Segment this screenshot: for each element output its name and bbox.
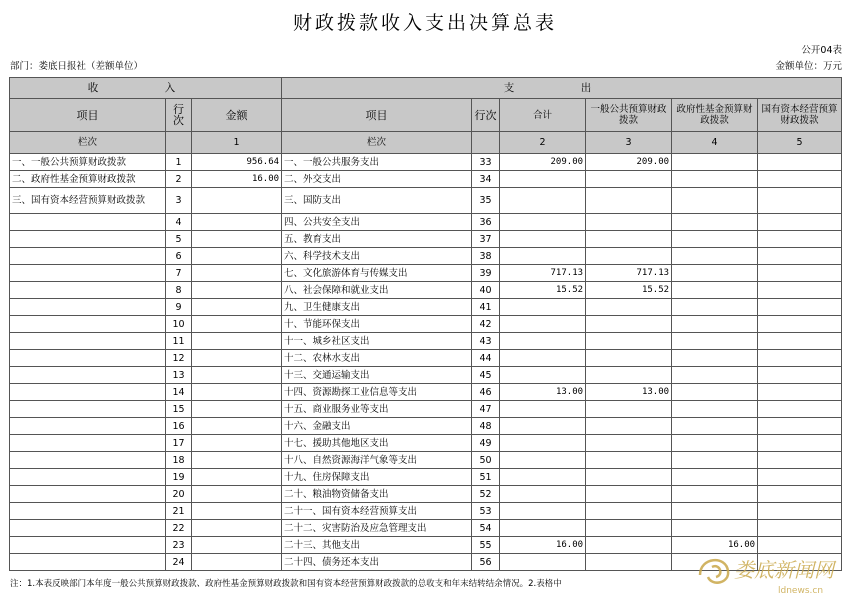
general-budget-cell — [586, 554, 672, 571]
expense-item-cell: 十、节能环保支出 — [282, 316, 472, 333]
gov-fund-cell — [672, 248, 758, 265]
col-index-1: 1 — [192, 132, 282, 154]
income-item-cell — [10, 435, 166, 452]
gov-fund-cell — [672, 171, 758, 188]
income-amount-cell — [192, 418, 282, 435]
table-row — [10, 367, 842, 384]
gov-fund-cell — [672, 282, 758, 299]
table-row — [10, 350, 842, 367]
expense-item-cell: 二、外交支出 — [282, 171, 472, 188]
income-amount-cell — [192, 265, 282, 282]
total-cell: 13.00 — [500, 384, 586, 401]
expense-row-no-header: 行次 — [472, 99, 500, 132]
general-budget-cell: 209.00 — [586, 154, 672, 171]
expense-item-header: 项目 — [282, 99, 472, 132]
total-cell — [500, 188, 586, 214]
expense-row-no-cell: 44 — [472, 350, 500, 367]
total-cell — [500, 418, 586, 435]
general-budget-cell — [586, 316, 672, 333]
col-index-4: 4 — [672, 132, 758, 154]
expense-item-cell: 二十一、国有资本经营预算支出 — [282, 503, 472, 520]
general-budget-cell — [586, 171, 672, 188]
income-amount-cell — [192, 486, 282, 503]
general-budget-cell — [586, 333, 672, 350]
gov-fund-cell — [672, 367, 758, 384]
expense-row-no-cell: 55 — [472, 537, 500, 554]
income-row-no-cell: 18 — [166, 452, 192, 469]
total-cell — [500, 171, 586, 188]
state-capital-cell — [758, 316, 842, 333]
income-item-cell — [10, 299, 166, 316]
income-amount-cell — [192, 350, 282, 367]
gov-fund-cell — [672, 214, 758, 231]
general-budget-cell — [586, 401, 672, 418]
total-cell — [500, 554, 586, 571]
income-amount-cell — [192, 503, 282, 520]
expense-item-cell: 一、一般公共服务支出 — [282, 154, 472, 171]
income-amount-cell — [192, 401, 282, 418]
budget-table — [9, 77, 842, 571]
total-cell — [500, 367, 586, 384]
income-row-no-cell: 8 — [166, 282, 192, 299]
column-index-row — [10, 132, 842, 154]
gov-fund-cell — [672, 384, 758, 401]
expense-row-no-cell: 45 — [472, 367, 500, 384]
general-budget-cell — [586, 452, 672, 469]
income-item-cell — [10, 503, 166, 520]
table-row — [10, 265, 842, 282]
income-item-cell — [10, 452, 166, 469]
income-amount-cell — [192, 384, 282, 401]
income-item-cell — [10, 469, 166, 486]
state-capital-cell — [758, 503, 842, 520]
table-row — [10, 401, 842, 418]
expense-row-no-cell: 37 — [472, 231, 500, 248]
department-label: 部门：娄底日报社（差额单位） — [10, 61, 144, 72]
table-row — [10, 503, 842, 520]
income-item-cell — [10, 214, 166, 231]
income-amount-cell — [192, 452, 282, 469]
state-capital-cell — [758, 367, 842, 384]
general-budget-cell: 13.00 — [586, 384, 672, 401]
gov-fund-cell — [672, 188, 758, 214]
total-cell — [500, 231, 586, 248]
table-row — [10, 452, 842, 469]
expense-item-cell: 十四、资源勘探工业信息等支出 — [282, 384, 472, 401]
state-capital-cell — [758, 299, 842, 316]
general-budget-cell — [586, 188, 672, 214]
state-capital-cell — [758, 435, 842, 452]
gov-fund-cell — [672, 486, 758, 503]
expense-item-cell: 八、社会保障和就业支出 — [282, 282, 472, 299]
table-row — [10, 248, 842, 265]
total-cell — [500, 452, 586, 469]
income-row-no-cell: 17 — [166, 435, 192, 452]
expense-group-header: 支 出 — [282, 78, 842, 99]
general-budget-cell — [586, 299, 672, 316]
state-capital-cell — [758, 265, 842, 282]
general-budget-cell — [586, 350, 672, 367]
general-budget-header: 一般公共预算财政拨款 — [586, 99, 672, 132]
total-cell — [500, 316, 586, 333]
expense-row-no-cell: 35 — [472, 188, 500, 214]
income-item-cell — [10, 384, 166, 401]
state-capital-cell — [758, 384, 842, 401]
general-budget-cell — [586, 520, 672, 537]
expense-row-no-cell: 52 — [472, 486, 500, 503]
income-item-header: 项目 — [10, 99, 166, 132]
table-row — [10, 171, 842, 188]
expense-row-no-cell: 49 — [472, 435, 500, 452]
general-budget-cell — [586, 503, 672, 520]
income-row-no-cell: 2 — [166, 171, 192, 188]
income-row-no-cell: 11 — [166, 333, 192, 350]
income-row-no-cell: 22 — [166, 520, 192, 537]
income-row-no-cell: 14 — [166, 384, 192, 401]
table-row — [10, 418, 842, 435]
col-index-3: 3 — [586, 132, 672, 154]
income-item-cell — [10, 282, 166, 299]
income-amount-cell — [192, 520, 282, 537]
state-capital-cell — [758, 452, 842, 469]
report-title: 财政拨款收入支出决算总表 — [292, 12, 557, 34]
group-header-row — [10, 78, 842, 99]
gov-fund-cell — [672, 401, 758, 418]
footnote: 注：1.本表反映部门本年度一般公共预算财政拨款、政府性基金预算财政拨款和国有资本经营预算财政拨款的总收支和年末结转结余情况。2.表格中 — [10, 579, 562, 589]
income-amount-cell — [192, 333, 282, 350]
expense-row-no-cell: 50 — [472, 452, 500, 469]
expense-row-no-cell: 47 — [472, 401, 500, 418]
total-cell — [500, 435, 586, 452]
income-row-no-cell: 7 — [166, 265, 192, 282]
total-header: 合计 — [500, 99, 586, 132]
income-col-blank — [166, 132, 192, 154]
expense-item-cell: 二十二、灾害防治及应急管理支出 — [282, 520, 472, 537]
total-cell — [500, 401, 586, 418]
gov-fund-cell — [672, 299, 758, 316]
amount-unit-label: 金额单位：万元 — [775, 61, 842, 72]
gov-fund-cell — [672, 154, 758, 171]
total-cell — [500, 486, 586, 503]
income-row-no-cell: 15 — [166, 401, 192, 418]
income-row-no-cell: 23 — [166, 537, 192, 554]
table-row — [10, 231, 842, 248]
total-cell: 717.13 — [500, 265, 586, 282]
income-item-cell — [10, 265, 166, 282]
expense-row-no-cell: 39 — [472, 265, 500, 282]
expense-row-no-cell: 51 — [472, 469, 500, 486]
gov-fund-cell — [672, 265, 758, 282]
expense-row-no-cell: 40 — [472, 282, 500, 299]
state-capital-cell — [758, 282, 842, 299]
expense-item-cell: 十七、援助其他地区支出 — [282, 435, 472, 452]
expense-item-cell: 二十、粮油物资储备支出 — [282, 486, 472, 503]
gov-fund-header: 政府性基金预算财政拨款 — [672, 99, 758, 132]
gov-fund-cell — [672, 435, 758, 452]
income-amount-cell — [192, 299, 282, 316]
income-amount-cell — [192, 188, 282, 214]
state-capital-cell — [758, 469, 842, 486]
general-budget-cell: 717.13 — [586, 265, 672, 282]
table-row — [10, 214, 842, 231]
total-cell — [500, 333, 586, 350]
gov-fund-cell — [672, 452, 758, 469]
expense-item-cell: 十五、商业服务业等支出 — [282, 401, 472, 418]
income-amount-cell — [192, 231, 282, 248]
income-row-no-cell: 4 — [166, 214, 192, 231]
state-capital-cell — [758, 520, 842, 537]
table-row — [10, 469, 842, 486]
table-row — [10, 154, 842, 171]
expense-item-cell: 六、科学技术支出 — [282, 248, 472, 265]
income-row-no-cell: 21 — [166, 503, 192, 520]
income-item-cell — [10, 316, 166, 333]
state-capital-cell — [758, 401, 842, 418]
state-capital-cell — [758, 171, 842, 188]
gov-fund-cell — [672, 350, 758, 367]
expense-row-no-cell: 38 — [472, 248, 500, 265]
gov-fund-cell — [672, 469, 758, 486]
expense-row-no-cell: 36 — [472, 214, 500, 231]
income-row-no-cell: 16 — [166, 418, 192, 435]
income-item-cell — [10, 486, 166, 503]
general-budget-cell — [586, 435, 672, 452]
total-cell — [500, 520, 586, 537]
income-amount-cell — [192, 316, 282, 333]
table-row — [10, 384, 842, 401]
state-capital-cell — [758, 154, 842, 171]
expense-item-cell: 十八、自然资源海洋气象等支出 — [282, 452, 472, 469]
income-row-no-cell: 10 — [166, 316, 192, 333]
expense-row-no-cell: 53 — [472, 503, 500, 520]
income-amount-cell — [192, 282, 282, 299]
general-budget-cell — [586, 418, 672, 435]
total-cell — [500, 469, 586, 486]
general-budget-cell — [586, 537, 672, 554]
expense-item-cell: 十三、交通运输支出 — [282, 367, 472, 384]
state-capital-cell — [758, 214, 842, 231]
total-cell — [500, 214, 586, 231]
income-item-cell — [10, 401, 166, 418]
gov-fund-cell: 16.00 — [672, 537, 758, 554]
income-row-no-cell: 3 — [166, 188, 192, 214]
table-row — [10, 188, 842, 214]
income-row-no-cell: 20 — [166, 486, 192, 503]
income-item-cell: 二、政府性基金预算财政拨款 — [10, 171, 166, 188]
expense-row-no-cell: 46 — [472, 384, 500, 401]
income-item-cell — [10, 520, 166, 537]
income-row-no-cell: 1 — [166, 154, 192, 171]
state-capital-cell — [758, 231, 842, 248]
gov-fund-cell — [672, 520, 758, 537]
expense-row-no-cell: 34 — [472, 171, 500, 188]
income-item-cell — [10, 333, 166, 350]
col-index-5: 5 — [758, 132, 842, 154]
total-cell — [500, 350, 586, 367]
income-row-no-cell: 19 — [166, 469, 192, 486]
income-item-cell — [10, 231, 166, 248]
income-amount-header: 金额 — [192, 99, 282, 132]
general-budget-cell — [586, 367, 672, 384]
expense-item-cell: 十一、城乡社区支出 — [282, 333, 472, 350]
income-row-no-cell: 12 — [166, 350, 192, 367]
state-capital-cell — [758, 333, 842, 350]
state-capital-cell — [758, 418, 842, 435]
table-body — [10, 154, 842, 571]
expense-col-blank — [472, 132, 500, 154]
news-logo-watermark — [690, 545, 840, 599]
general-budget-cell — [586, 248, 672, 265]
gov-fund-cell — [672, 503, 758, 520]
state-capital-cell — [758, 350, 842, 367]
income-amount-cell — [192, 248, 282, 265]
total-cell: 15.52 — [500, 282, 586, 299]
watermark-url: ldnews.cn — [778, 586, 824, 596]
general-budget-cell — [586, 469, 672, 486]
expense-row-no-cell: 42 — [472, 316, 500, 333]
income-amount-cell — [192, 214, 282, 231]
table-row — [10, 435, 842, 452]
income-row-no-header: 行次 — [166, 99, 192, 132]
expense-item-cell: 七、文化旅游体育与传媒支出 — [282, 265, 472, 282]
expense-item-cell: 四、公共安全支出 — [282, 214, 472, 231]
expense-row-no-cell: 48 — [472, 418, 500, 435]
income-item-cell — [10, 350, 166, 367]
expense-row-no-cell: 54 — [472, 520, 500, 537]
general-budget-cell — [586, 214, 672, 231]
table-row — [10, 486, 842, 503]
general-budget-cell: 15.52 — [586, 282, 672, 299]
table-row — [10, 316, 842, 333]
watermark-text: 娄底新闻网 — [734, 558, 834, 582]
expense-item-cell: 二十四、债务还本支出 — [282, 554, 472, 571]
income-item-cell — [10, 367, 166, 384]
income-row-no-cell: 6 — [166, 248, 192, 265]
gov-fund-cell — [672, 231, 758, 248]
income-amount-cell — [192, 537, 282, 554]
income-item-cell — [10, 418, 166, 435]
state-capital-cell — [758, 248, 842, 265]
expense-item-cell: 十二、农林水支出 — [282, 350, 472, 367]
expense-row-no-cell: 41 — [472, 299, 500, 316]
gov-fund-cell — [672, 418, 758, 435]
income-row-no-cell: 9 — [166, 299, 192, 316]
total-cell: 209.00 — [500, 154, 586, 171]
logo-swirl-icon — [700, 560, 728, 583]
income-amount-cell — [192, 469, 282, 486]
expense-item-cell: 九、卫生健康支出 — [282, 299, 472, 316]
income-item-cell: 三、国有资本经营预算财政拨款 — [10, 188, 166, 214]
expense-item-cell: 三、国防支出 — [282, 188, 472, 214]
expense-item-cell: 五、教育支出 — [282, 231, 472, 248]
income-amount-cell — [192, 554, 282, 571]
state-capital-cell — [758, 486, 842, 503]
income-group-header: 收 入 — [10, 78, 282, 99]
general-budget-cell — [586, 486, 672, 503]
income-amount-cell — [192, 367, 282, 384]
expense-item-cell: 十九、住房保障支出 — [282, 469, 472, 486]
expense-row-no-cell: 56 — [472, 554, 500, 571]
total-cell — [500, 248, 586, 265]
income-item-cell — [10, 248, 166, 265]
gov-fund-cell — [672, 316, 758, 333]
total-cell — [500, 299, 586, 316]
gov-fund-cell — [672, 333, 758, 350]
income-item-cell: 一、一般公共预算财政拨款 — [10, 154, 166, 171]
income-row-no-cell: 5 — [166, 231, 192, 248]
column-header-row — [10, 99, 842, 132]
total-cell — [500, 503, 586, 520]
expense-row-no-cell: 43 — [472, 333, 500, 350]
income-amount-cell: 16.00 — [192, 171, 282, 188]
income-amount-cell — [192, 435, 282, 452]
expense-item-cell: 十六、金融支出 — [282, 418, 472, 435]
total-cell: 16.00 — [500, 537, 586, 554]
income-row-no-cell: 13 — [166, 367, 192, 384]
table-row — [10, 520, 842, 537]
income-item-cell — [10, 554, 166, 571]
form-code: 公开04表 — [801, 45, 842, 56]
table-row — [10, 282, 842, 299]
expense-item-cell: 二十三、其他支出 — [282, 537, 472, 554]
income-row-no-cell: 24 — [166, 554, 192, 571]
income-item-cell — [10, 537, 166, 554]
general-budget-cell — [586, 231, 672, 248]
expense-col-label: 栏次 — [282, 132, 472, 154]
income-amount-cell: 956.64 — [192, 154, 282, 171]
state-capital-cell — [758, 188, 842, 214]
income-col-label: 栏次 — [10, 132, 166, 154]
col-index-2: 2 — [500, 132, 586, 154]
table-row — [10, 299, 842, 316]
expense-row-no-cell: 33 — [472, 154, 500, 171]
state-capital-header: 国有资本经营预算财政拨款 — [758, 99, 842, 132]
table-row — [10, 333, 842, 350]
